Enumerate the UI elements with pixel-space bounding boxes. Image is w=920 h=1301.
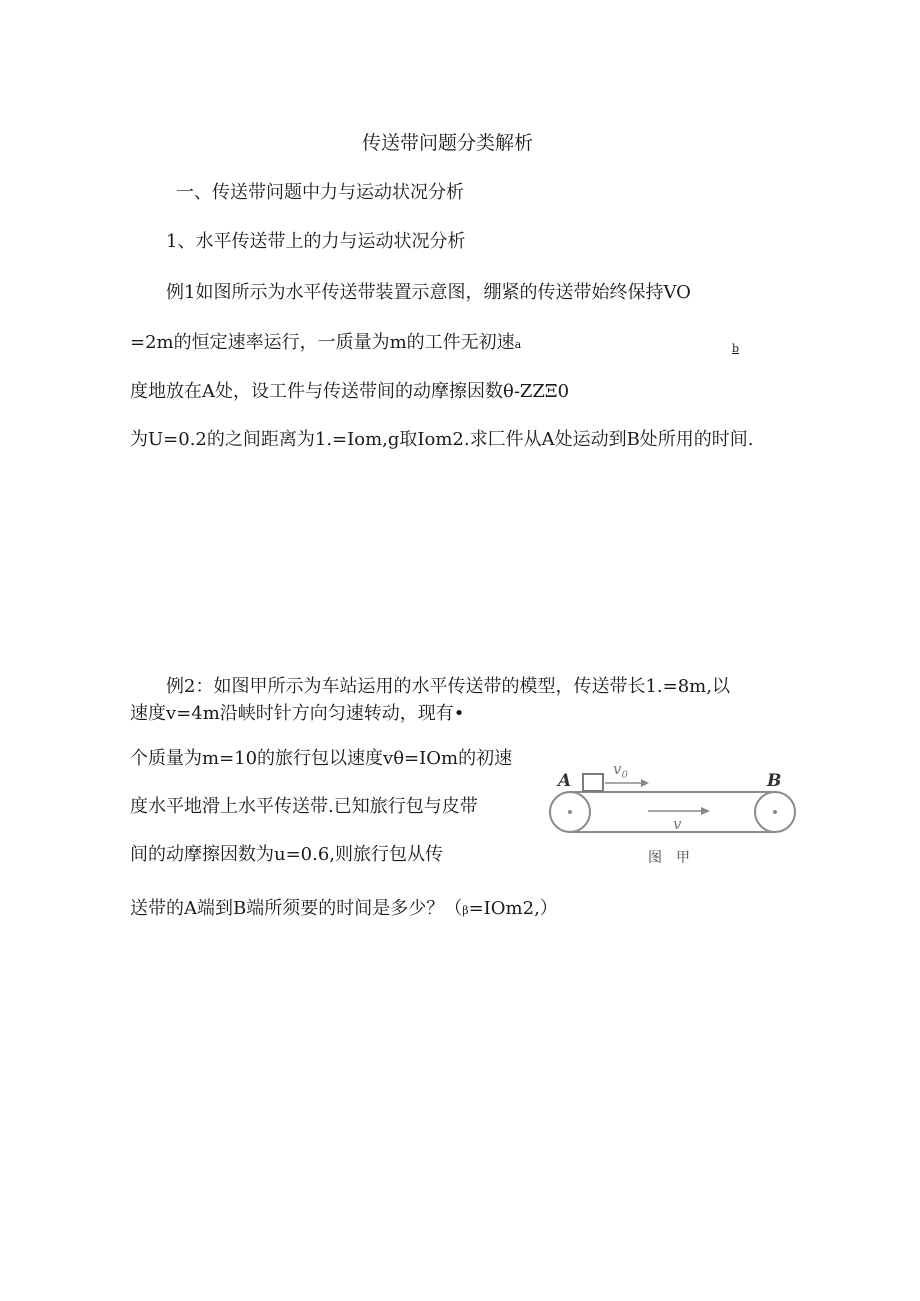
label-v: v (673, 815, 682, 833)
point-b-label: b (732, 342, 740, 355)
point-a-label: a (514, 338, 522, 351)
subsection-heading: 1、水平传送带上的力与运动状况分析 (166, 231, 466, 252)
g-symbol: β (462, 904, 469, 917)
example2-line1: 例2：如图甲所示为车站运用的水平传送带的模型，传送带长1.=8m,以 (166, 676, 730, 697)
example1-line2-text: =2m的恒定速率运行，一质量为m的工件无初速 (130, 332, 515, 353)
left-pulley-axle (568, 810, 572, 814)
example1-line1: 例1如图所示为水平传送带装置示意图，绷紧的传送带始终保持VO (166, 282, 691, 303)
example2-line3: 个质量为m=10的旅行包以速度vθ=IOm的初速 (130, 748, 513, 769)
label-a: A (558, 771, 572, 791)
section-heading: 一、传送带问题中力与运动状况分析 (176, 182, 464, 203)
example2-line6 (130, 897, 558, 923)
conveyor-belt-figure (545, 752, 805, 870)
page-title: 传送带问题分类解析 (362, 132, 534, 154)
example1-line3: 度地放在A处，设工件与传送带间的动摩擦因数θ-ZZΞ0 (130, 381, 570, 402)
figure-caption: 图 甲 (648, 850, 690, 866)
example2-line2: 速度v=4m沿峡时针方向匀速转动，现有• (130, 703, 465, 724)
v-arrow-head (701, 807, 710, 815)
example2-line4: 度水平地滑上水平传送带.已知旅行包与皮带 (130, 796, 478, 817)
example1-line4: 为U=0.2的之间距离为1.=Iom,g取Iom2.求匚件从A处运动到B处所用的时间. (130, 429, 754, 450)
label-v0-main: v (613, 760, 622, 778)
right-pulley-axle (773, 810, 777, 814)
conveyor-diagram (545, 752, 805, 870)
example2-line6-end: =IOm2,） (468, 898, 558, 919)
label-v0 (613, 760, 628, 781)
label-b: B (767, 771, 782, 791)
example2-line6-text: 送带的A端到B端所须要的时间是多少？（ (130, 898, 463, 919)
label-v0-sub: 0 (621, 770, 628, 781)
example2-line5: 间的动摩擦因数为u=0.6,则旅行包从传 (130, 844, 444, 865)
example1-line2 (130, 331, 521, 357)
v0-arrow-head (641, 779, 649, 787)
suitcase-box (583, 774, 603, 791)
